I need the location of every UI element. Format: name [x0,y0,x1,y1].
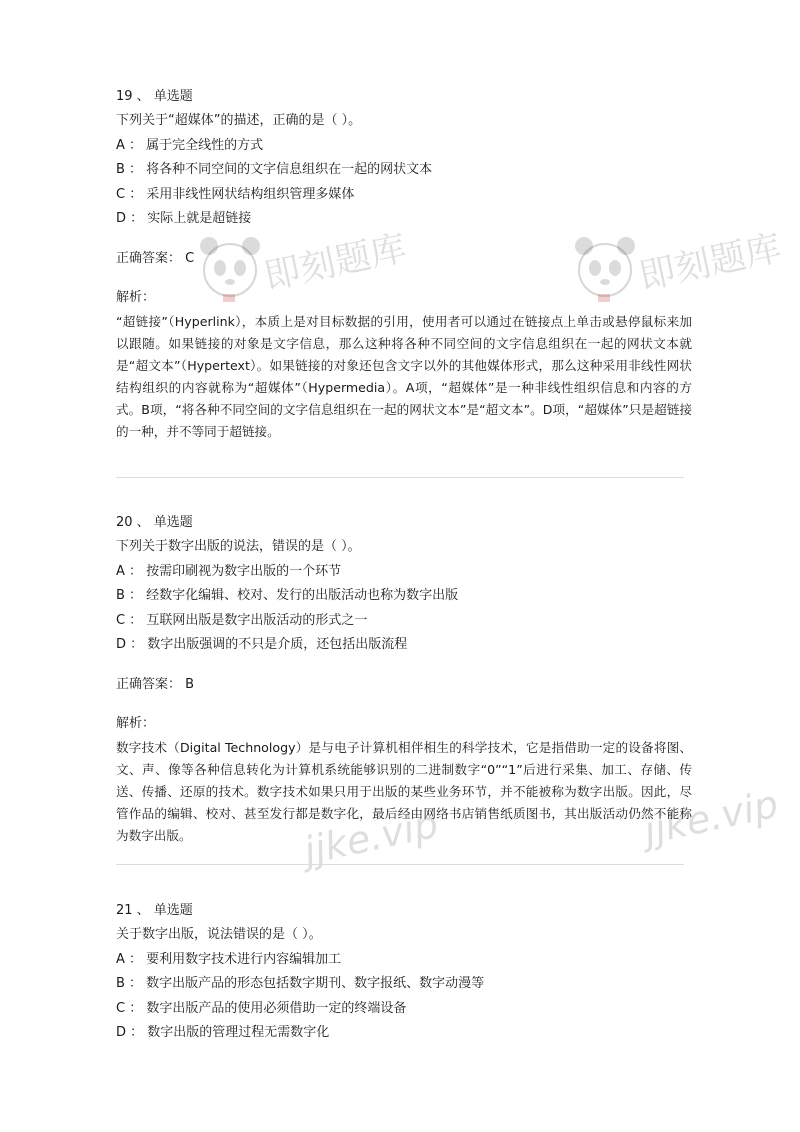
option-a: A ： 按需印刷视为数字出版的一个环节 [116,563,342,579]
option-b: B ： 将各种不同空间的文字信息组织在一起的网状文本 [116,162,433,177]
correct-answer: 正确答案： B [116,676,195,692]
watermark-url: jjke.vip [300,801,442,874]
question-header: 19 、 单选题 [116,89,193,104]
option-a: A ： 要利用数字技术进行内容编辑加工 [116,951,342,967]
watermark-brand: 即刻题库 [260,227,411,298]
question-20 [116,511,692,847]
question-stem: 下列关于“超媒体”的描述，正确的是（ ）。 [116,113,362,128]
option-c: C ： 互联网出版是数字出版活动的形式之一 [116,612,368,628]
question-header: 21 、 单选题 [116,903,193,918]
option-d: D ： 数字出版强调的不只是介质，还包括出版流程 [116,637,408,652]
analysis-label: 解析： [116,716,156,731]
question-stem: 关于数字出版，说法错误的是（ ）。 [116,927,322,942]
option-d: D ： 实际上就是超链接 [116,211,252,226]
watermark-url: jjke.vip [640,781,782,854]
divider [116,477,684,478]
option-c: C ： 数字出版产品的使用必须借助一定的终端设备 [116,1000,407,1016]
divider [116,864,684,865]
option-d: D ： 数字出版的管理过程无需数字化 [116,1025,330,1040]
option-b: B ： 数字出版产品的形态包括数字期刊、数字报纸、数字动漫等 [116,976,485,991]
analysis-text: “超链接”（Hyperlink），本质上是对目标数据的引用，使用者可以通过在链接点上单击或悬停鼠标来加以跟随。如果链接的对象是文字信息，那么这种将各种不同空间的文字信息组织在一起的网状文本就是“超文本”（Hypertext）。如果链接的对象还包含文字以外的其他媒体形式，那么这种采用非线性网状结构组织的内容就称为“超媒体”（Hypermedia）。A项，“超媒体”是一种非线性组织信息和内容的方式。B项，“将各种不同空间的文字信息组织在一起的网状文本”是“超文本”。D项，“超媒体”只是超链接的一种，并不等同于超链接。 [116,313,692,439]
question-19 [116,85,692,443]
analysis-text: 数字技术（Digital Technology）是与电子计算机相伴相生的科学技术，它是指借助一定的设备将图、文、声、像等各种信息转化为计算机系统能够识别的二进制数字“0”“1”后进行采集、加工、存储、传送、传播、还原的技术。数字技术如果只用于出版的某些业务环节，并不能被称为数字出版。因此，尽管作品的编辑、校对、甚至发行都是数字化，最后经由网络书店销售纸质图书，其出版活动仍然不能称为数字出版。 [116,739,692,843]
correct-answer: 正确答案： C [116,250,195,266]
watermark-brand: 即刻题库 [635,227,786,298]
question-21 [116,899,688,1046]
question-stem: 下列关于数字出版的说法，错误的是（ ）。 [116,539,361,554]
question-header: 20 、 单选题 [116,515,193,530]
option-c: C ： 采用非线性网状结构组织管理多媒体 [116,186,355,202]
option-b: B ： 经数字化编辑、校对、发行的出版活动也称为数字出版 [116,588,459,603]
analysis-label: 解析： [116,290,156,305]
option-a: A ： 属于完全线性的方式 [116,137,264,153]
